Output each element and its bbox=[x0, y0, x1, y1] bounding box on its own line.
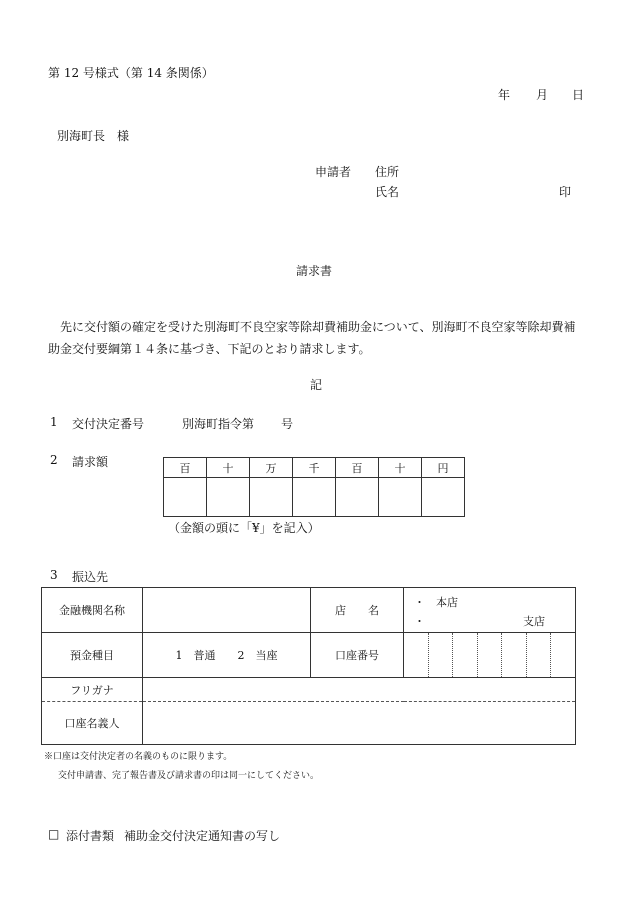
branch-option: 支店 bbox=[523, 615, 545, 628]
amount-digit-cell[interactable] bbox=[293, 478, 336, 517]
amount-digit-cell[interactable] bbox=[250, 478, 293, 517]
account-digit-cell[interactable] bbox=[526, 633, 551, 677]
attachment-checkbox[interactable]: □ bbox=[48, 827, 60, 841]
account-holder-label: 口座名義人 bbox=[42, 702, 143, 745]
account-number-label: 口座番号 bbox=[311, 633, 404, 678]
item1-number: 1 bbox=[50, 415, 58, 429]
amount-col-header: 千 bbox=[293, 458, 336, 478]
amount-col-header: 百 bbox=[336, 458, 379, 478]
item3-label: 振込先 bbox=[72, 570, 109, 584]
furigana-label: フリガナ bbox=[42, 678, 143, 702]
amount-note: （金額の頭に「¥」を記入） bbox=[168, 521, 320, 535]
amount-grid bbox=[163, 457, 465, 517]
amount-digit-cell[interactable] bbox=[422, 478, 465, 517]
bank-name-label: 金融機関名称 bbox=[42, 588, 143, 633]
body-text-line2: 助金交付要綱第１４条に基づき、下記のとおり請求します。 bbox=[48, 342, 371, 356]
account-number-digits bbox=[404, 633, 575, 677]
item1-value-suffix: 号 bbox=[281, 417, 294, 431]
amount-digit-cell[interactable] bbox=[164, 478, 207, 517]
date-month: 月 bbox=[536, 88, 549, 102]
attachment-label: 添付書類 bbox=[66, 829, 115, 843]
amount-digit-cell[interactable] bbox=[379, 478, 422, 517]
head-office-option: ・ 本店 bbox=[414, 596, 458, 609]
amount-col-header: 円 bbox=[422, 458, 465, 478]
item1-label: 交付決定番号 bbox=[72, 417, 145, 431]
name-label: 氏名 bbox=[375, 185, 400, 199]
account-digit-cell[interactable] bbox=[550, 633, 575, 677]
item2-label: 請求額 bbox=[72, 455, 109, 469]
seal-mark: 印 bbox=[559, 185, 572, 199]
ki-heading: 記 bbox=[310, 378, 323, 392]
amount-col-header: 百 bbox=[164, 458, 207, 478]
bank-name-field[interactable] bbox=[143, 588, 311, 633]
account-holder-field[interactable] bbox=[143, 702, 576, 745]
note-same-seal: 交付申請書、完了報告書及び請求書の印は同一にしてください。 bbox=[58, 771, 320, 781]
branch-label: 店 名 bbox=[311, 588, 404, 633]
branch-bullet: ・ bbox=[414, 615, 425, 628]
address-label: 住所 bbox=[375, 165, 400, 179]
account-digit-cell[interactable] bbox=[477, 633, 502, 677]
item1-value-prefix: 別海町指令第 bbox=[182, 417, 255, 431]
account-digit-cell[interactable] bbox=[501, 633, 526, 677]
account-type-label: 預金種目 bbox=[42, 633, 143, 678]
date-year: 年 bbox=[498, 88, 511, 102]
item3-number: 3 bbox=[50, 568, 58, 582]
body-text-line1: 先に交付額の確定を受けた別海町不良空家等除却費補助金について、別海町不良空家等除却費補 bbox=[60, 320, 576, 334]
account-number-field[interactable] bbox=[404, 633, 576, 678]
furigana-field[interactable] bbox=[143, 678, 576, 702]
item2-number: 2 bbox=[50, 453, 58, 467]
amount-col-header: 十 bbox=[379, 458, 422, 478]
amount-col-header: 十 bbox=[207, 458, 250, 478]
account-type-options[interactable]: 1 普通 2 当座 bbox=[143, 633, 311, 678]
date-day: 日 bbox=[572, 88, 585, 102]
account-digit-cell[interactable] bbox=[404, 633, 428, 677]
amount-digit-cell[interactable] bbox=[207, 478, 250, 517]
addressee: 別海町長 様 bbox=[57, 129, 130, 143]
form-number: 第 12 号様式（第 14 条関係） bbox=[48, 66, 214, 80]
attachment-value: 補助金交付決定通知書の写し bbox=[124, 829, 281, 843]
applicant-label: 申請者 bbox=[315, 165, 352, 179]
note-account-owner: ※口座は交付決定者の名義のものに限ります。 bbox=[44, 752, 233, 762]
branch-field[interactable] bbox=[404, 588, 576, 633]
account-digit-cell[interactable] bbox=[428, 633, 453, 677]
account-digit-cell[interactable] bbox=[452, 633, 477, 677]
amount-digit-cell[interactable] bbox=[336, 478, 379, 517]
bank-transfer-table bbox=[41, 587, 576, 745]
amount-col-header: 万 bbox=[250, 458, 293, 478]
document-title: 請求書 bbox=[296, 264, 333, 278]
